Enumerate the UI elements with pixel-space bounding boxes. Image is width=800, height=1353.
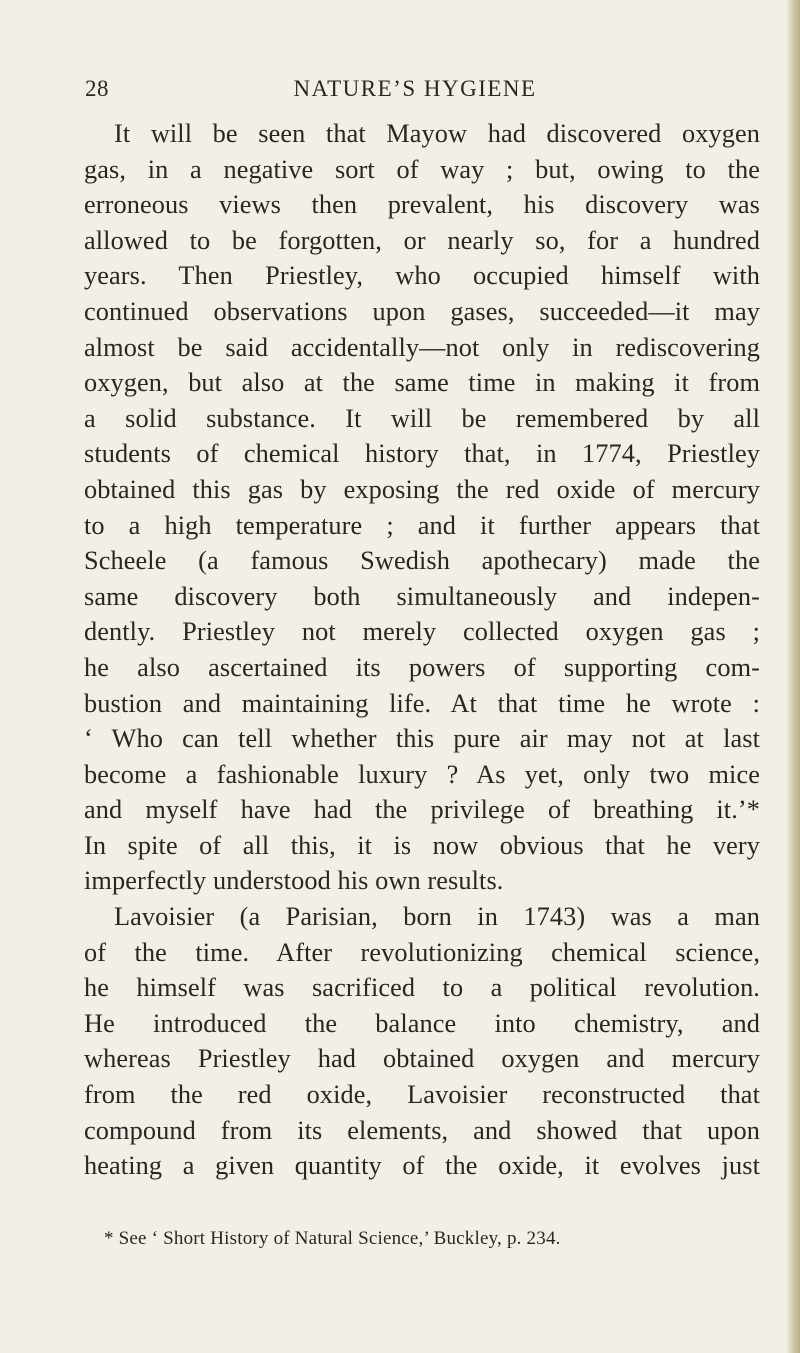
text-line: Lavoisier (a Parisian, born in 1743) was a man — [114, 902, 760, 932]
text-line: heating a given quantity of the oxide, it evolves just — [84, 1151, 760, 1181]
text-line: dently. Priestley not merely collected oxygen gas ; — [84, 617, 760, 647]
page-edge-shadow — [786, 0, 800, 1353]
text-line: to a high temperature ; and it further appears that — [84, 510, 760, 540]
text-line: ‘ Who can tell whether this pure air may not at last — [84, 724, 760, 754]
text-line: years. Then Priestley, who occupied himself with — [84, 261, 760, 291]
text-line: bustion and maintaining life. At that time he wrote : — [84, 688, 760, 718]
text-line: students of chemical history that, in 1774, Priestley — [84, 439, 760, 469]
text-line: It will be seen that Mayow had discovered oxygen — [114, 119, 760, 148]
text-line: almost be said accidentally—not only in rediscovering — [84, 332, 760, 362]
text-line: allowed to be forgotten, or nearly so, for a hundred — [84, 225, 760, 255]
text-line: and myself have had the privilege of breathing it.’* — [84, 795, 760, 825]
text-line: compound from its elements, and showed that upon — [84, 1115, 760, 1145]
text-line: whereas Priestley had obtained oxygen and mercury — [84, 1044, 760, 1074]
page-number: 28 — [85, 76, 109, 101]
body-text — [84, 116, 760, 1184]
text-line: In spite of all this, it is now obvious that he very — [84, 830, 760, 860]
text-line: obtained this gas by exposing the red oxide of mercury — [84, 474, 760, 504]
text-line: same discovery both simultaneously and indepen- — [84, 581, 760, 611]
text-line: gas, in a negative sort of way ; but, owing to the — [84, 154, 760, 184]
text-line: oxygen, but also at the same time in making it from — [84, 368, 760, 398]
text-line: imperfectly understood his own results. — [84, 866, 504, 896]
text-line: he himself was sacrificed to a political revolution. — [84, 973, 760, 1003]
text-line: erroneous views then prevalent, his discovery was — [84, 190, 760, 220]
footnote: * See ‘ Short History of Natural Science,’ Buckley, p. 234. — [104, 1228, 561, 1249]
page-header — [0, 76, 800, 112]
text-line: of the time. After revolutionizing chemical science, — [84, 937, 760, 967]
text-line: He introduced the balance into chemistry, and — [84, 1008, 760, 1038]
text-line: he also ascertained its powers of supporting com- — [84, 652, 760, 682]
text-line: from the red oxide, Lavoisier reconstructed that — [84, 1080, 760, 1110]
running-head: NATURE’S HYGIENE — [293, 76, 537, 101]
text-line: continued observations upon gases, succeeded—it may — [84, 296, 760, 326]
text-line: a solid substance. It will be remembered by all — [84, 403, 760, 433]
text-line: become a fashionable luxury ? As yet, only two mice — [84, 759, 760, 789]
text-line: Scheele (a famous Swedish apothecary) made the — [84, 546, 760, 576]
